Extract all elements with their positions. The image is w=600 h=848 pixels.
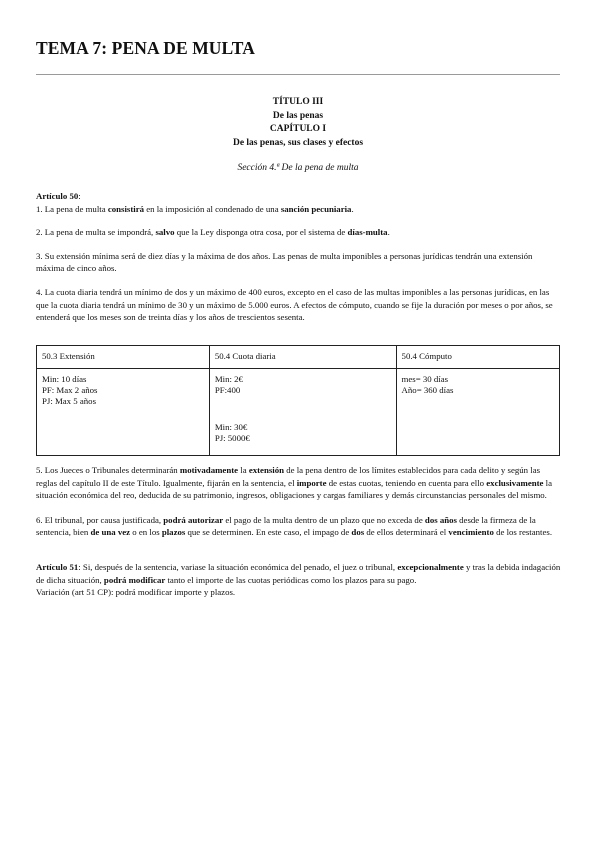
article-51-variation: Variación (art 51 CP): podrá modificar importe y plazos. bbox=[36, 587, 236, 598]
cell-line: Año= 360 días bbox=[401, 385, 454, 395]
table-header-extension: 50.3 Extensión bbox=[37, 346, 210, 369]
p5-text-i: la situación económica del reo, deducida de su patrimonio, ingresos, obligaciones y cargas familiares y demás circunstancias personales del mismo. bbox=[36, 477, 553, 501]
p5-text-a: 5. Los Jueces o Tribunales determinarán bbox=[36, 465, 180, 475]
a51-text-c: y tras la debida indagación de dicha situación, bbox=[36, 561, 561, 585]
p1-bold-d: sanción pecuniaria bbox=[280, 203, 352, 214]
cell-line: Min: 30€ bbox=[214, 422, 248, 432]
article-50-body bbox=[36, 190, 562, 335]
p2-bold-b: salvo bbox=[155, 227, 175, 238]
titulo-heading: TÍTULO III bbox=[272, 97, 324, 107]
a51-bold-b: excepcionalmente bbox=[397, 561, 464, 572]
cell-line: Min: 2€ bbox=[214, 374, 243, 384]
article-51-label: Artículo 51 bbox=[36, 561, 79, 572]
cell-line: PJ: 5000€ bbox=[214, 433, 250, 443]
cell-line: Min: 10 días bbox=[42, 374, 87, 384]
p5-text-c: la bbox=[238, 465, 249, 475]
p6-bold-d: dos años bbox=[424, 514, 457, 525]
p6-bold-j: dos bbox=[351, 527, 365, 538]
summary-table-container bbox=[36, 345, 560, 456]
p6-text-a: 6. El tribunal, por causa justificada, bbox=[36, 514, 164, 525]
paragraph-1 bbox=[36, 203, 562, 216]
cell-spacer bbox=[215, 396, 391, 409]
section-heading: Sección 4.ª De la pena de multa bbox=[237, 163, 359, 174]
p5-text-g: de estas cuotas, teniendo en cuenta para ello bbox=[326, 477, 487, 488]
a51-bold-d: podrá modificar bbox=[103, 574, 166, 585]
p2-text-a: 2. La pena de multa se impondrá, bbox=[36, 227, 156, 238]
p6-text-e: desde la firmeza de la sentencia, bien bbox=[36, 514, 536, 538]
p1-text-e: . bbox=[351, 203, 354, 214]
p6-text-i: que se determinen. En este caso, el impago de bbox=[185, 527, 352, 538]
table-header-row bbox=[37, 346, 560, 369]
p6-text-k: de ellos determinará el bbox=[364, 527, 449, 538]
p2-text-e: . bbox=[387, 227, 390, 238]
p6-bold-b: podrá autorizar bbox=[163, 514, 224, 525]
paragraph-6 bbox=[36, 514, 562, 539]
article-50-body-continued bbox=[36, 464, 562, 611]
p5-bold-b: motivadamente bbox=[179, 465, 239, 475]
p6-bold-l: vencimiento bbox=[448, 527, 494, 538]
title-divider bbox=[36, 74, 560, 75]
paragraph-5 bbox=[36, 464, 562, 502]
paragraph-2 bbox=[36, 226, 562, 239]
p1-bold-b: consistirá bbox=[107, 203, 144, 214]
paragraph-3: 3. Su extensión mínima será de diez días y la máxima de dos años. Las penas de multa imponibles a personas jurídicas tendrán una extensión máxima de cinco años. bbox=[36, 250, 533, 274]
p1-text-c: en la imposición al condenado de una bbox=[144, 203, 281, 214]
article-50-heading bbox=[36, 190, 562, 203]
cell-spacer bbox=[215, 409, 391, 422]
a51-text-a: : Si, después de la sentencia, variase la situación económica del penado, el juez o tribunal, bbox=[78, 561, 398, 572]
p6-text-c: el pago de la multa dentro de un plazo que no exceda de bbox=[223, 514, 425, 525]
p6-text-m: de los restantes. bbox=[493, 527, 553, 538]
article-50-label: Artículo 50 bbox=[36, 191, 79, 201]
table-cell-extension bbox=[37, 369, 210, 456]
a51-text-e: tanto el importe de las cuotas periódicas como los plazos para su pago. bbox=[165, 574, 417, 585]
p2-text-c: que la Ley disponga otra cosa, por el sistema de bbox=[174, 227, 348, 238]
legal-heading bbox=[36, 96, 560, 176]
p2-bold-d: días-multa bbox=[347, 227, 388, 238]
paragraph-4: 4. La cuota diaria tendrá un mínimo de dos y un máximo de 400 euros, excepto en el caso de las multas imponibles a las personas jurídicas, en las que la cuota diaria tendrá un mínimo de 30 y un máximo de 5.000 euros. A efectos de cómputo, cuando se fije la duración por meses o por años, se entenderá que los meses son de treinta días y los años de trescientos sesenta. bbox=[36, 286, 553, 323]
summary-table bbox=[36, 345, 560, 456]
p6-bold-f: de una vez bbox=[90, 527, 131, 538]
p5-bold-f: importe bbox=[296, 477, 327, 488]
p5-bold-d: extensión bbox=[248, 465, 285, 475]
capitulo-heading: CAPÍTULO I bbox=[269, 124, 327, 135]
table-cell-daily-fee bbox=[209, 369, 396, 456]
cell-line: PF:400 bbox=[214, 385, 241, 395]
table-header-daily-fee: 50.4 Cuota diaria bbox=[209, 346, 396, 369]
titulo-subheading: De las penas bbox=[272, 110, 324, 121]
p6-bold-h: plazos bbox=[161, 527, 186, 538]
document-title: TEMA 7: PENA DE MULTA bbox=[36, 38, 255, 58]
article-51-paragraph bbox=[36, 561, 562, 599]
cell-line: PF: Max 2 años bbox=[42, 385, 98, 395]
article-50-colon: : bbox=[78, 191, 81, 201]
p5-text-e: de la pena dentro de los límites establecidos para cada delito y según las reglas del capítulo II de este Título. Igualmente, fijarán en la sentencia, el bbox=[36, 465, 541, 488]
capitulo-subheading: De las penas, sus clases y efectos bbox=[232, 137, 364, 148]
cell-line: mes= 30 días bbox=[401, 374, 449, 384]
cell-line: PJ: Max 5 años bbox=[42, 396, 97, 406]
table-row bbox=[37, 369, 560, 456]
table-cell-computation bbox=[396, 369, 559, 456]
p6-text-g: o en los bbox=[130, 527, 162, 538]
table-header-computation: 50.4 Cómputo bbox=[396, 346, 559, 369]
p5-bold-h: exclusivamente bbox=[486, 477, 544, 488]
p1-text-a: 1. La pena de multa bbox=[36, 203, 108, 214]
